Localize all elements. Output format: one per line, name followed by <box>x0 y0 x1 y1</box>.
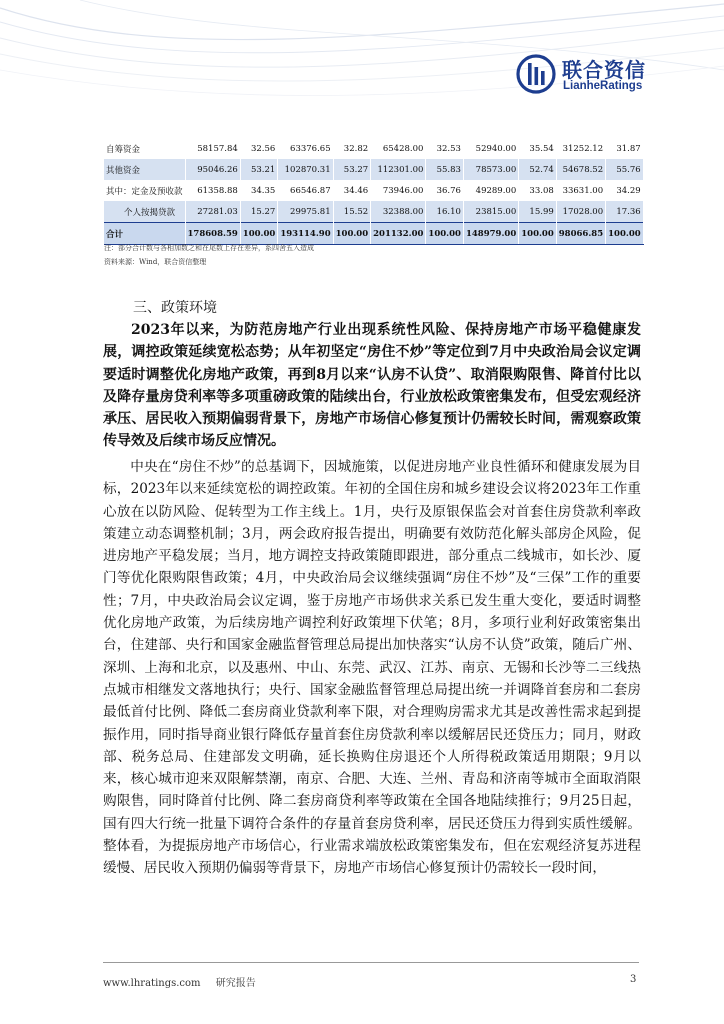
table-cell: 100.00 <box>519 223 557 245</box>
table-cell: 17.36 <box>606 201 644 223</box>
footer-report-type: 研究报告 <box>215 978 256 989</box>
logo-chinese-name: 联合资信 <box>562 58 646 82</box>
table-row <box>104 223 643 245</box>
table-cell: 16.10 <box>426 201 464 223</box>
table-cell: 100.00 <box>333 223 371 245</box>
table-cell: 201132.00 <box>371 223 426 245</box>
page-number: 3 <box>630 974 637 985</box>
table-cell: 27281.03 <box>185 201 240 223</box>
table-cell: 33631.00 <box>556 180 605 201</box>
table-row-label: 自筹资金 <box>104 138 185 159</box>
footer-site-label <box>103 974 256 989</box>
table-cell: 53.21 <box>240 159 278 180</box>
table-cell: 29975.81 <box>278 201 333 223</box>
footer-website: www.lhratings.com <box>103 978 201 989</box>
table-cell: 32388.00 <box>371 201 426 223</box>
table-source: 资料来源：Wind，联合资信整理 <box>104 258 207 266</box>
funding-sources-table <box>104 138 644 245</box>
table-cell: 55.83 <box>426 159 464 180</box>
table-cell: 31252.12 <box>556 138 605 159</box>
table-cell: 102870.31 <box>278 159 333 180</box>
table-cell: 65428.00 <box>371 138 426 159</box>
table-row <box>104 201 643 223</box>
table-cell: 193114.90 <box>278 223 333 245</box>
table-cell: 100.00 <box>240 223 278 245</box>
table-cell: 15.27 <box>240 201 278 223</box>
section-body: 中央在“房住不炒”的总基调下，因城施策，以促进房地产业良性循环和健康发展为目标，2023年以来延续宽松的调控政策。年初的全国住房和城乡建设会议将2023年工作重心放在以防风险、促转型为工作主线上。1月，央行及原银保监会对首套住房贷款利率政策建立动态调整机制；3月，两会政府报告提出，明确要有效防范化解头部房企风险，促进房地产平稳发展；当月，地方调控支持政策随即跟进，部分重点二线城市，如长沙、厦门等优化限购限售政策；4月，中央政治局会议继续强调“房住不炒”及“三保”工作的重要性；7月，中央政治局会议定调，鉴于房地产市场供求关系已发生重大变化，要适时调整优化房地产政策，为后续房地产调控利好政策埋下伏笔；8月，多项行业利好政策密集出台，住建部、央行和国家金融监督管理总局提出加快落实“认房不认贷”政策，随后广州、深圳、上海和北京，以及惠州、中山、东莞、武汉、江苏、南京、无锡和长沙等二三线热点城市相继发文落地执行；央行、国家金融监督管理总局提出统一并调降首套房和二套房最低首付比例、降低二套房商业贷款利率下限，对合理购房需求尤其是改善性需求起到提振作用，同时指导商业银行降低存量首套住房贷款利率以缓解居民还贷压力；同月，财政部、税务总局、住建部发文明确，延长换购住房退还个人所得税政策适用期限；9月以来，核心城市迎来双限解禁潮，南京、合肥、大连、兰州、青岛和济南等城市全面取消限购限售，同时降首付比例、降二套房商贷利率等政策在全国各地陆续推行；9月25日起，国有四大行统一批量下调符合条件的存量首套房贷利率，居民还贷压力得到实质性缓解。整体看，为提振房地产市场信心，行业需求端放松政策密集发布，但在宏观经济复苏进程缓慢、居民收入预期仍偏弱等背景下，房地产市场信心修复预计仍需较长一段时间， <box>103 459 641 877</box>
table-cell: 148979.00 <box>463 223 518 245</box>
table-row-label: 个人按揭贷款 <box>104 201 185 223</box>
lianhe-ratings-logo <box>516 52 706 98</box>
table-cell: 34.35 <box>240 180 278 201</box>
table-cell: 34.46 <box>333 180 371 201</box>
table-cell: 178608.59 <box>185 223 240 245</box>
table-cell: 35.54 <box>519 138 557 159</box>
logo-english-name: LianheRatings <box>563 80 643 92</box>
table-cell: 63376.65 <box>278 138 333 159</box>
table-cell: 15.99 <box>519 201 557 223</box>
table-cell: 100.00 <box>606 223 644 245</box>
table-cell: 112301.00 <box>371 159 426 180</box>
table-row <box>104 138 643 159</box>
table-cell: 78573.00 <box>463 159 518 180</box>
table-cell: 61358.88 <box>185 180 240 201</box>
table-cell: 15.52 <box>333 201 371 223</box>
table-row <box>104 159 643 180</box>
table-cell: 49289.00 <box>463 180 518 201</box>
table-row <box>104 180 643 201</box>
table-cell: 52940.00 <box>463 138 518 159</box>
table-cell: 73946.00 <box>371 180 426 201</box>
table-cell: 32.56 <box>240 138 278 159</box>
table-row-label: 其中：定金及预收款 <box>104 180 185 201</box>
table-cell: 54678.52 <box>556 159 605 180</box>
table-cell: 53.27 <box>333 159 371 180</box>
table-cell: 98066.85 <box>556 223 605 245</box>
table-row-label: 其他资金 <box>104 159 185 180</box>
section-summary: 2023年以来，为防范房地产行业出现系统性风险、保持房地产市场平稳健康发展，调控政策延续宽松态势；从年初坚定“房住不炒”等定位到7月中央政治局会议定调要适时调整优化房地产政策，再到8月以来“认房不认贷”、取消限购限售、降首付比以及降存量房贷利率等多项重磅政策的陆续出台，行业放松政策密集发布，但受宏观经济承压、居民收入预期偏弱背景下，房地产市场信心修复预计仍需较长时间，需观察政策传导效及后续市场反应情况。 <box>103 322 641 450</box>
table-row-label: 合计 <box>104 223 185 245</box>
section-title: 三、政策环境 <box>133 300 217 316</box>
table-cell: 100.00 <box>426 223 464 245</box>
table-cell: 31.87 <box>606 138 644 159</box>
table-cell: 32.53 <box>426 138 464 159</box>
table-cell: 32.82 <box>333 138 371 159</box>
table-cell: 17028.00 <box>556 201 605 223</box>
footer-divider <box>103 962 639 963</box>
table-cell: 34.29 <box>606 180 644 201</box>
table-cell: 58157.84 <box>185 138 240 159</box>
table-cell: 95046.26 <box>185 159 240 180</box>
table-cell: 52.74 <box>519 159 557 180</box>
table-cell: 66546.87 <box>278 180 333 201</box>
table-cell: 33.08 <box>519 180 557 201</box>
lianhe-logo-icon <box>516 54 556 94</box>
table-cell: 55.76 <box>606 159 644 180</box>
table-cell: 23815.00 <box>463 201 518 223</box>
table-note: 注：部分合计数与各相加数之和在尾数上存在差异，系四舍五入造成 <box>104 244 314 252</box>
table-cell: 36.76 <box>426 180 464 201</box>
